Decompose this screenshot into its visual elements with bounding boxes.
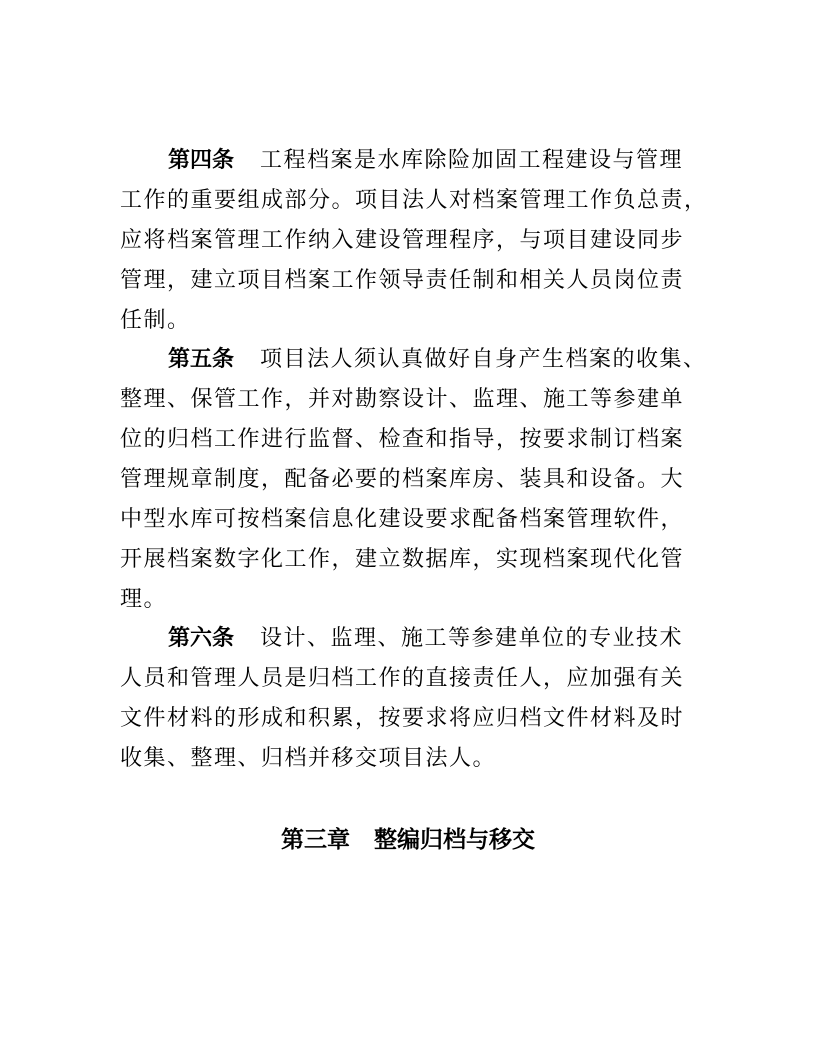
article-4-line: 任制。: [120, 308, 191, 333]
article-6-line: 文件材料的形成和积累，按要求将应归档文件材料及时: [120, 706, 685, 731]
article-6-line: 人员和管理人员是归档工作的直接责任人，应加强有关: [120, 666, 685, 691]
article-4-line: 工作的重要组成部分。项目法人对档案管理工作负总责，: [120, 188, 708, 213]
article-label: 第五条: [168, 347, 235, 372]
chapter-title: 整编归档与移交: [374, 827, 535, 853]
article-4-line: 应将档案管理工作纳入建设管理程序，与项目建设同步: [120, 228, 685, 253]
article-5-line: 整理、保管工作，并对勘察设计、监理、施工等参建单: [120, 387, 685, 412]
article-5-line: 管理规章制度，配备必要的档案库房、装具和设备。大: [120, 467, 685, 492]
article-6-line: 收集、整理、归档并移交项目法人。: [120, 746, 497, 771]
article-5-line: 理。: [120, 587, 168, 612]
article-5-line: 位的归档工作进行监督、检查和指导，按要求制订档案: [120, 427, 685, 452]
article-5-line: 开展档案数字化工作，建立数据库，实现档案现代化管: [120, 547, 685, 572]
article-4-line: 管理，建立项目档案工作领导责任制和相关人员岗位责: [120, 268, 685, 293]
chapter-number: 第三章: [281, 827, 350, 853]
chapter-heading: [0, 823, 816, 857]
article-text: 工程档案是水库除险加固工程建设与管理: [260, 148, 684, 173]
article-5-line: 中型水库可按档案信息化建设要求配备档案管理软件，: [120, 507, 685, 532]
article-text: 项目法人须认真做好自身产生档案的收集、: [260, 347, 707, 372]
article-label: 第四条: [168, 148, 235, 173]
article-5-first-line: [168, 345, 707, 375]
article-6-first-line: [168, 624, 700, 654]
article-label: 第六条: [168, 626, 235, 651]
article-4-first-line: [168, 146, 700, 176]
article-text: 设计、监理、施工等参建单位的专业技术: [260, 626, 684, 651]
